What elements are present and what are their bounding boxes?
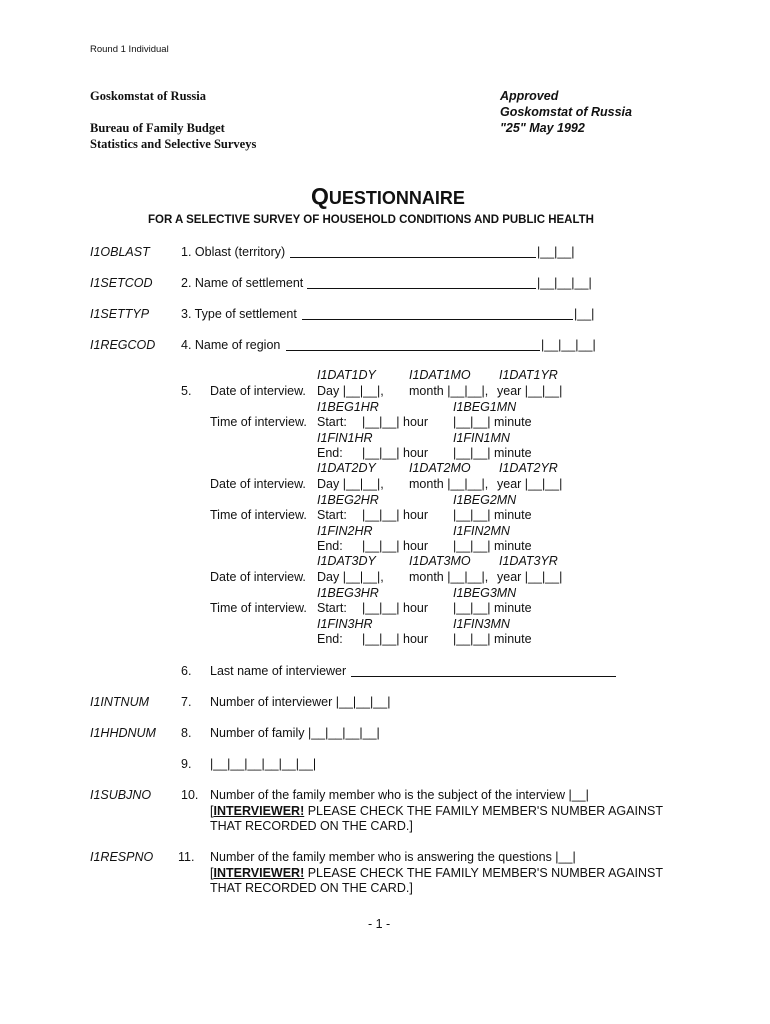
- q9-number: 9.: [181, 757, 192, 771]
- date-label-2: Date of interview.: [210, 477, 306, 491]
- regcod-boxes[interactable]: |__|__|__|: [541, 338, 596, 352]
- start-label-2: Start:: [317, 508, 347, 522]
- q10-line-2: [INTERVIEWER! PLEASE CHECK THE FAMILY MEMBER'S NUMBER AGAINST: [210, 804, 663, 818]
- code-setcod: I1SETCOD: [90, 276, 153, 290]
- page-title: QUESTIONNAIRE: [311, 183, 465, 209]
- code-fin3hr: I1FIN3HR: [317, 617, 373, 631]
- round-label: Round 1 Individual: [90, 44, 169, 55]
- code-dat3mo: I1DAT3MO: [409, 554, 471, 568]
- org-name: Goskomstat of Russia: [90, 89, 206, 103]
- q5-number: 5.: [181, 384, 192, 398]
- code-dat2dy: I1DAT2DY: [317, 461, 376, 475]
- code-fin1hr: I1FIN1HR: [317, 431, 373, 445]
- q11-line-2: [INTERVIEWER! PLEASE CHECK THE FAMILY MEMBER'S NUMBER AGAINST: [210, 866, 663, 880]
- bureau-line-1: Bureau of Family Budget: [90, 121, 225, 135]
- start-label-1: Start:: [317, 415, 347, 429]
- q8-number: 8.: [181, 726, 192, 740]
- year-2[interactable]: year |__|__|: [497, 477, 563, 491]
- page-subtitle: FOR A SELECTIVE SURVEY OF HOUSEHOLD CONDITIONS AND PUBLIC HEALTH: [148, 214, 594, 226]
- interviewer-note-label: INTERVIEWER!: [213, 866, 305, 880]
- q6-label: Last name of interviewer: [210, 664, 347, 678]
- start-hour-3[interactable]: |__|__| hour: [362, 601, 429, 615]
- code-settyp: I1SETTYP: [90, 307, 150, 321]
- code-dat1mo: I1DAT1MO: [409, 368, 471, 382]
- code-beg3hr: I1BEG3HR: [317, 586, 379, 600]
- q8-label[interactable]: Number of family |__|__|__|__|: [210, 726, 380, 740]
- code-respno: I1RESPNO: [90, 850, 154, 864]
- code-dat1dy: I1DAT1DY: [317, 368, 376, 382]
- regcod-label: 4. Name of region: [181, 338, 281, 352]
- day-1[interactable]: Day |__|__|,: [317, 384, 384, 398]
- code-regcod: I1REGCOD: [90, 338, 156, 352]
- end-label-2: End:: [317, 539, 343, 553]
- end-minute-2[interactable]: |__|__| minute: [453, 539, 532, 553]
- code-beg3mn: I1BEG3MN: [453, 586, 517, 600]
- code-beg2hr: I1BEG2HR: [317, 493, 379, 507]
- end-label-3: End:: [317, 632, 343, 646]
- oblast-boxes[interactable]: |__|__|: [537, 245, 575, 259]
- interviewer-name-line[interactable]: [351, 664, 616, 677]
- month-2[interactable]: month |__|__|,: [409, 477, 489, 491]
- code-beg1hr: I1BEG1HR: [317, 400, 379, 414]
- code-dat3yr: I1DAT3YR: [499, 554, 558, 568]
- setcod-label: 2. Name of settlement: [181, 276, 304, 290]
- start-minute-1[interactable]: |__|__| minute: [453, 415, 532, 429]
- q9-boxes[interactable]: |__|__|__|__|__|__|: [210, 757, 317, 771]
- q11-line-3: THAT RECORDED ON THE CARD.]: [210, 881, 413, 895]
- time-label-3: Time of interview.: [210, 601, 307, 615]
- code-dat1yr: I1DAT1YR: [499, 368, 558, 382]
- start-hour-2[interactable]: |__|__| hour: [362, 508, 429, 522]
- setcod-line[interactable]: [307, 276, 536, 289]
- oblast-label: 1. Oblast (territory): [181, 245, 286, 259]
- code-fin1mn: I1FIN1MN: [453, 431, 510, 445]
- month-3[interactable]: month |__|__|,: [409, 570, 489, 584]
- time-label-1: Time of interview.: [210, 415, 307, 429]
- q6-number: 6.: [181, 664, 192, 678]
- time-label-2: Time of interview.: [210, 508, 307, 522]
- code-beg1mn: I1BEG1MN: [453, 400, 517, 414]
- month-1[interactable]: month |__|__|,: [409, 384, 489, 398]
- q7-label[interactable]: Number of interviewer |__|__|__|: [210, 695, 391, 709]
- date-label-3: Date of interview.: [210, 570, 306, 584]
- start-minute-2[interactable]: |__|__| minute: [453, 508, 532, 522]
- regcod-line[interactable]: [286, 338, 540, 351]
- code-oblast: I1OBLAST: [90, 245, 150, 259]
- start-hour-1[interactable]: |__|__| hour: [362, 415, 429, 429]
- code-dat2mo: I1DAT2MO: [409, 461, 471, 475]
- q11-number: 11.: [178, 850, 195, 864]
- code-fin2mn: I1FIN2MN: [453, 524, 510, 538]
- approved-line-3: "25" May 1992: [500, 121, 585, 135]
- end-label-1: End:: [317, 446, 343, 460]
- q11-line-1[interactable]: Number of the family member who is answering the questions |__|: [210, 850, 576, 864]
- day-3[interactable]: Day |__|__|,: [317, 570, 384, 584]
- code-dat2yr: I1DAT2YR: [499, 461, 558, 475]
- year-3[interactable]: year |__|__|: [497, 570, 563, 584]
- code-dat3dy: I1DAT3DY: [317, 554, 376, 568]
- oblast-line[interactable]: [290, 245, 536, 258]
- day-2[interactable]: Day |__|__|,: [317, 477, 384, 491]
- interviewer-note-label: INTERVIEWER!: [213, 804, 305, 818]
- q7-number: 7.: [181, 695, 192, 709]
- q10-line-3: THAT RECORDED ON THE CARD.]: [210, 819, 413, 833]
- code-fin2hr: I1FIN2HR: [317, 524, 373, 538]
- code-fin3mn: I1FIN3MN: [453, 617, 510, 631]
- start-label-3: Start:: [317, 601, 347, 615]
- settyp-label: 3. Type of settlement: [181, 307, 297, 321]
- settyp-boxes[interactable]: |__|: [574, 307, 595, 321]
- start-minute-3[interactable]: |__|__| minute: [453, 601, 532, 615]
- setcod-boxes[interactable]: |__|__|__|: [537, 276, 592, 290]
- settyp-line[interactable]: [302, 307, 573, 320]
- end-minute-1[interactable]: |__|__| minute: [453, 446, 532, 460]
- code-subjno: I1SUBJNO: [90, 788, 152, 802]
- approved-line-2: Goskomstat of Russia: [500, 105, 632, 119]
- end-hour-1[interactable]: |__|__| hour: [362, 446, 429, 460]
- approved-line-1: Approved: [500, 89, 559, 103]
- end-hour-2[interactable]: |__|__| hour: [362, 539, 429, 553]
- q10-number: 10.: [181, 788, 199, 802]
- date-label-1: Date of interview.: [210, 384, 306, 398]
- page-number: - 1 -: [368, 917, 391, 931]
- year-1[interactable]: year |__|__|: [497, 384, 563, 398]
- bureau-line-2: Statistics and Selective Surveys: [90, 137, 257, 151]
- code-beg2mn: I1BEG2MN: [453, 493, 517, 507]
- code-hhdnum: I1HHDNUM: [90, 726, 156, 740]
- end-hour-3[interactable]: |__|__| hour: [362, 632, 429, 646]
- code-intnum: I1INTNUM: [90, 695, 150, 709]
- q10-line-1[interactable]: Number of the family member who is the subject of the interview |__|: [210, 788, 589, 802]
- end-minute-3[interactable]: |__|__| minute: [453, 632, 532, 646]
